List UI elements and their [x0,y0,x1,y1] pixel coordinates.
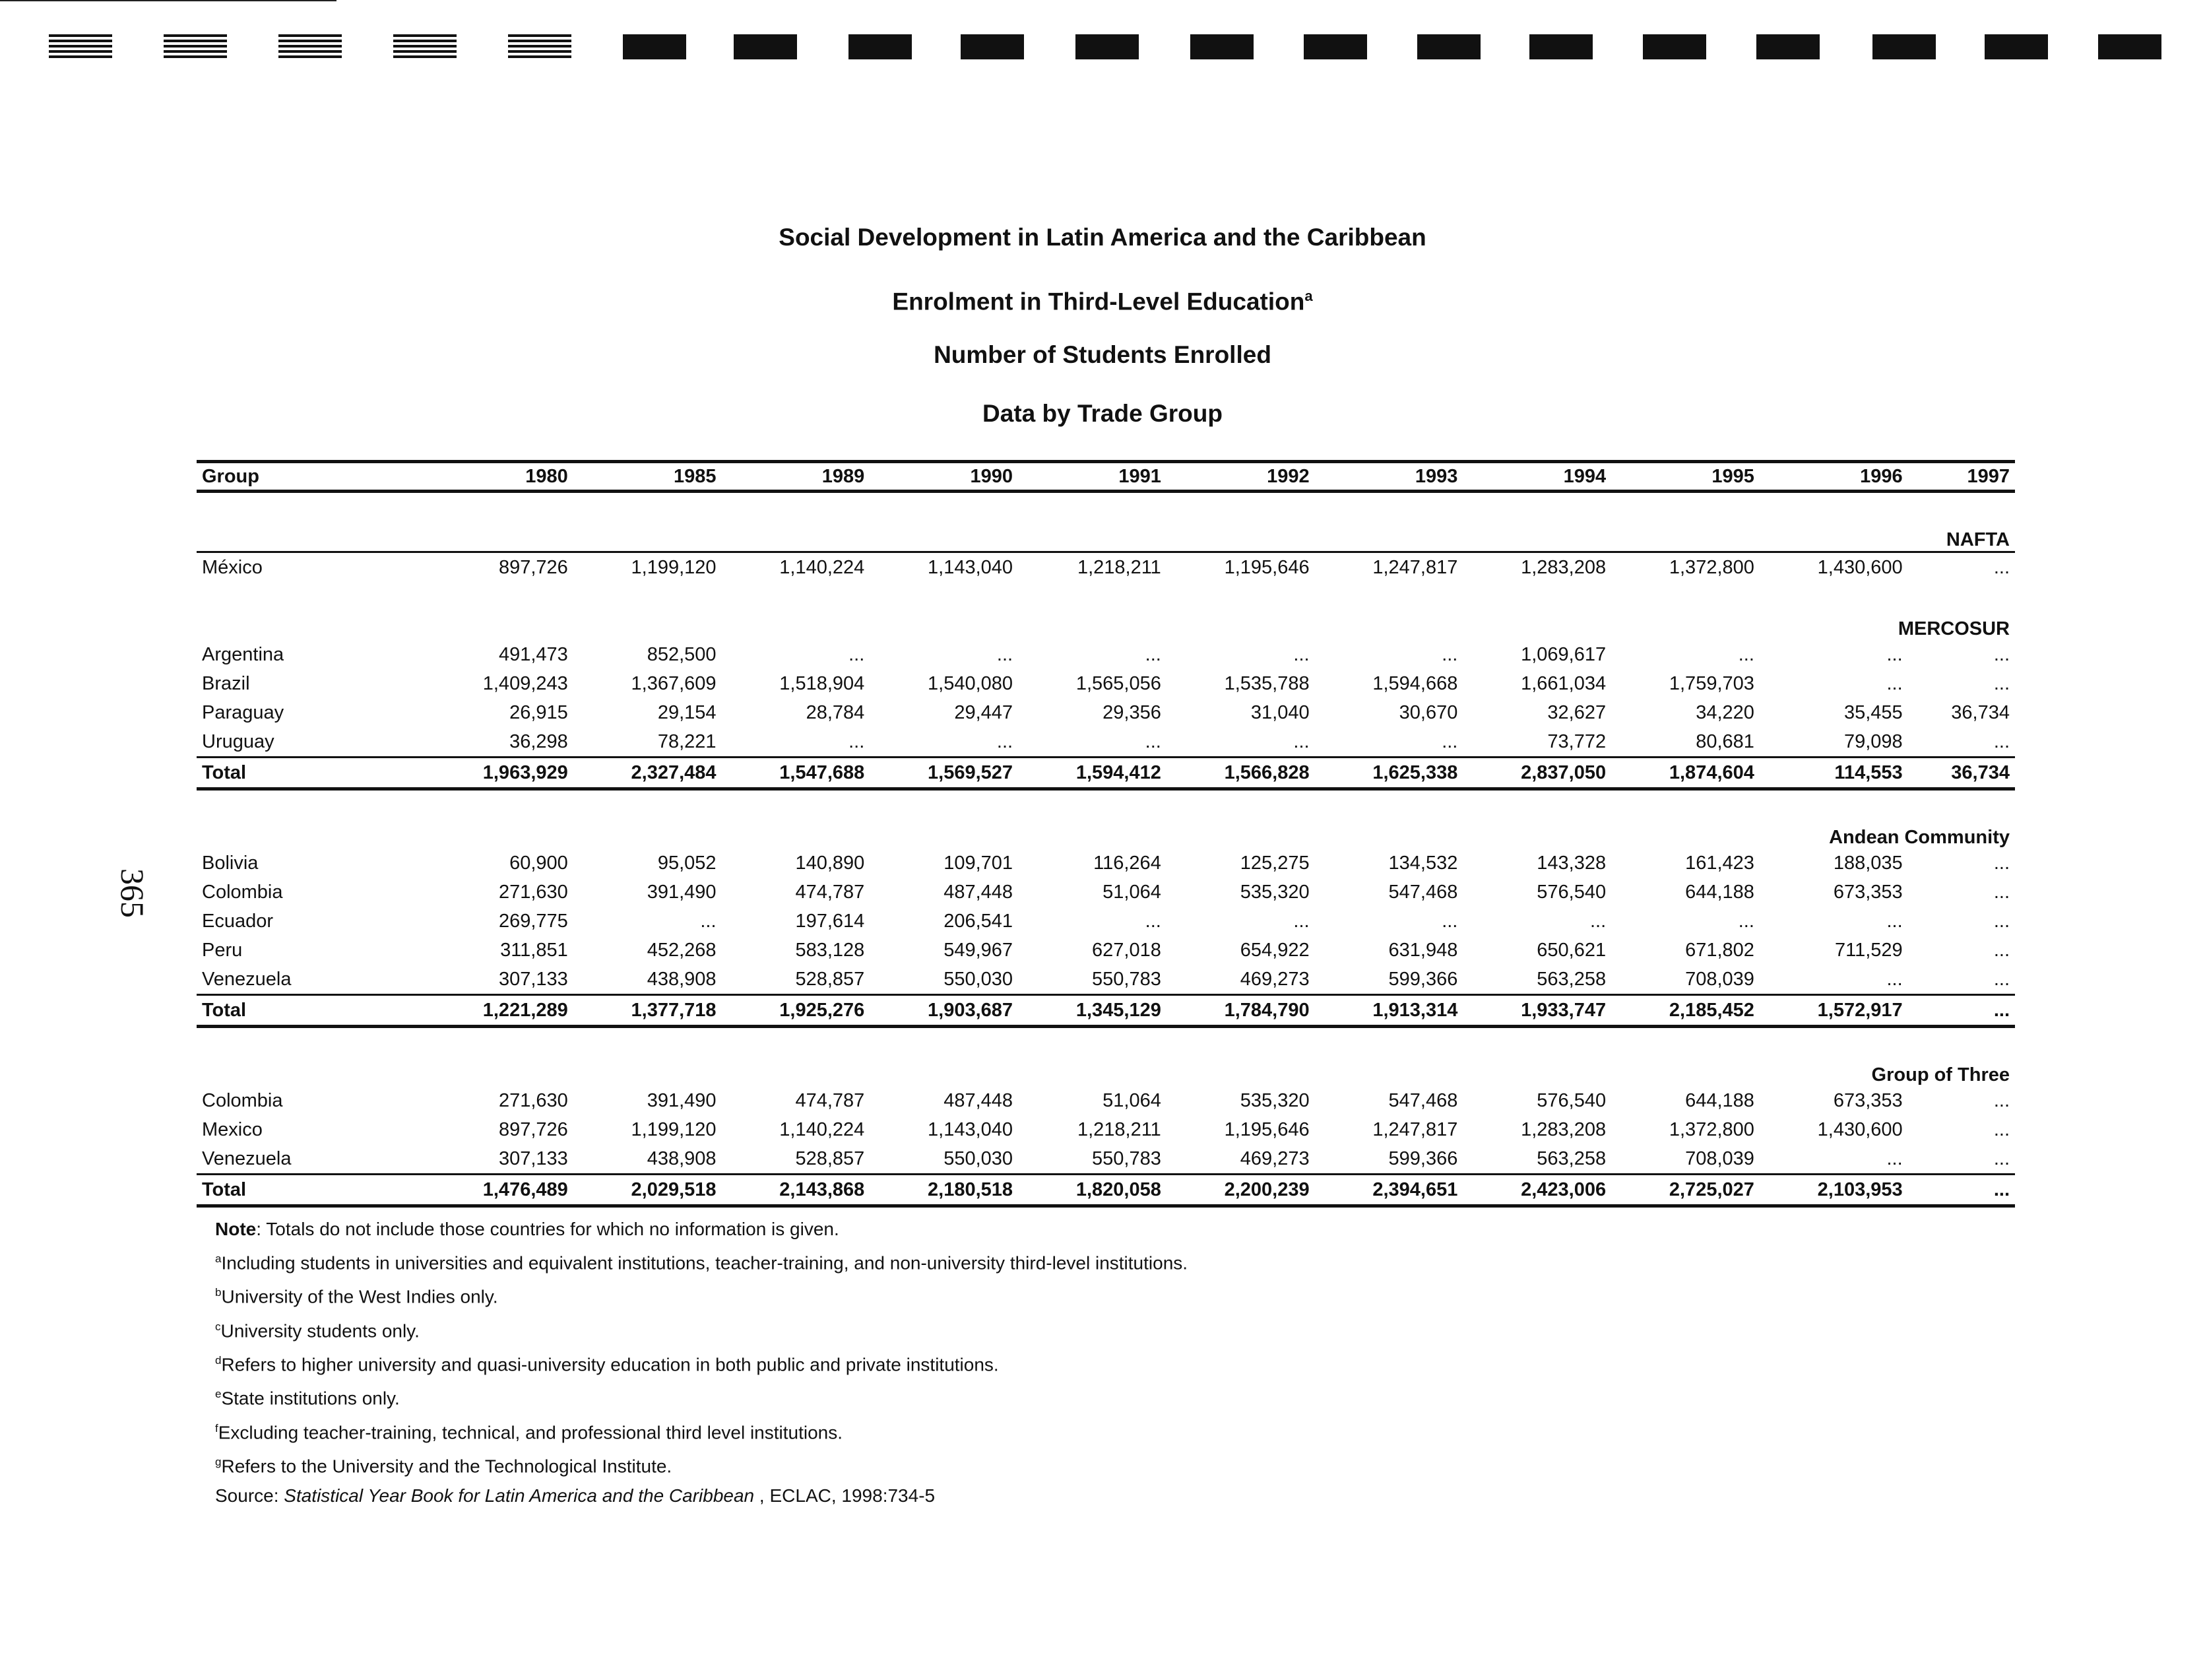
table-cell: 161,423 [1685,852,1754,874]
enrolment-table [197,460,2015,1208]
punch-mark [1872,34,1936,59]
group-heading-row [197,611,2015,640]
table-cell: 1,195,646 [1224,1118,1310,1140]
table-cell: 491,473 [498,643,568,665]
table-cell: 1,143,040 [928,1118,1013,1140]
table-cell: 1,963,929 [425,758,573,789]
footnote-text: University students only. [220,1320,420,1341]
subtitle-students: Number of Students Enrolled [934,341,1271,368]
table-cell: 535,320 [1240,1089,1310,1111]
footnote-marker: a [1304,288,1313,304]
table-row [197,669,2015,698]
footnote [215,1345,1188,1379]
table-row [197,1086,2015,1115]
table-cell: 438,908 [647,968,717,990]
punch-mark [49,34,112,59]
total-row [197,995,2015,1027]
table-cell: 307,133 [498,968,568,990]
table-cell: 438,908 [647,1147,717,1169]
table-cell: 711,529 [1834,939,1903,961]
table-cell: ... [996,730,1013,752]
table-cell: ... [996,643,1013,665]
table-cell: ... [1993,556,2010,578]
table-cell: 1,409,243 [482,672,568,694]
table-cell: 644,188 [1685,881,1754,903]
column-header-year: 1985 [573,462,722,492]
table-cell: ... [1993,852,2010,874]
footnote-list [215,1244,1188,1481]
table-cell: 1,140,224 [779,556,865,578]
table-cell: 708,039 [1685,1147,1754,1169]
punch-mark [1417,34,1481,59]
table-row [197,1144,2015,1175]
table-cell: 311,851 [500,939,568,961]
table-cell: 2,185,452 [1611,995,1760,1027]
table-cell: 487,448 [943,881,1013,903]
table-cell: ... [1589,910,1607,932]
table-cell: 51,064 [1102,881,1161,903]
table-cell: 1,143,040 [928,556,1013,578]
table-cell: 73,772 [1547,730,1607,752]
title-block [0,221,2205,456]
table-cell: ... [1293,643,1310,665]
total-row [197,758,2015,789]
table-cell: 143,328 [1537,852,1607,874]
table-cell: 60,900 [509,852,568,874]
row-label: Total [197,758,425,789]
table-cell: 1,933,747 [1463,995,1611,1027]
column-header-year: 1990 [870,462,1018,492]
table-cell: ... [848,730,865,752]
spacer-row [197,789,2015,820]
footnote-text: Including students in universities and equivalent institutions, teacher-training, and non-university third-level institutions. [221,1252,1188,1274]
footnote-text: Refers to higher university and quasi-university education in both public and private institutions. [221,1354,999,1375]
subtitle-trade-group: Data by Trade Group [982,400,1223,427]
table-cell: 1,476,489 [425,1175,573,1206]
row-label: Ecuador [202,910,274,932]
table-cell: 2,837,050 [1463,758,1611,789]
table-cell: 271,630 [498,1089,568,1111]
table-cell: 134,532 [1388,852,1458,874]
table-cell: 391,490 [647,1089,717,1111]
table-cell: ... [1145,730,1161,752]
punch-mark [623,34,686,59]
page-number: 365 [114,868,151,918]
table-cell: ... [1993,1089,2010,1111]
table-cell: 32,627 [1547,701,1607,723]
column-header-year: 1980 [425,462,573,492]
table-cell: 2,029,518 [573,1175,722,1206]
table-cell: 1,625,338 [1315,758,1463,789]
table-cell: 79,098 [1843,730,1903,752]
footnote-text: Excluding teacher-training, technical, and professional third level institutions. [218,1421,843,1442]
table-cell: 708,039 [1685,968,1754,990]
table-cell: 1,661,034 [1521,672,1607,694]
total-row [197,1175,2015,1206]
table-cell: 671,802 [1685,939,1754,961]
footnote [215,1413,1188,1447]
table-cell: 1,283,208 [1521,1118,1607,1140]
table-row [197,849,2015,878]
table-cell: 36,734 [1951,701,2010,723]
table-cell: 140,890 [795,852,865,874]
table-cell: 31,040 [1250,701,1310,723]
column-header-year: 1991 [1018,462,1166,492]
table-cell: 583,128 [795,939,865,961]
table-cell: 550,783 [1092,1147,1161,1169]
row-label: Mexico [202,1118,263,1140]
table-cell: 1,247,817 [1372,1118,1458,1140]
table-row [197,640,2015,669]
punch-mark [1985,34,2048,59]
table-cell: 1,195,646 [1224,556,1310,578]
table-cell: 1,199,120 [631,1118,717,1140]
table-cell: 1,547,688 [722,758,870,789]
table-header-row [197,462,2015,492]
table-cell: 1,566,828 [1166,758,1315,789]
table-cell: 1,372,800 [1669,556,1754,578]
table-cell: 197,614 [795,910,865,932]
table-cell: ... [1993,968,2010,990]
column-header-year: 1996 [1760,462,1908,492]
table-cell: 1,535,788 [1224,672,1310,694]
table-cell: 528,857 [795,968,865,990]
punch-mark [393,34,457,59]
table-row [197,727,2015,758]
table-cell: 852,500 [647,643,717,665]
table-cell: ... [1993,1147,2010,1169]
column-header-group: Group [197,462,425,492]
table-cell: 563,258 [1537,1147,1607,1169]
table-cell: 271,630 [498,881,568,903]
row-label: Colombia [202,881,283,903]
table-cell: ... [1993,910,2010,932]
punch-mark [961,34,1024,59]
footnote-marker: f [215,1421,218,1435]
table-cell: 469,273 [1240,968,1310,990]
punch-mark [2098,34,2161,59]
table-cell: ... [1886,1147,1903,1169]
column-header-year: 1997 [1908,462,2015,492]
table-cell: 1,069,617 [1521,643,1607,665]
table-cell: 2,143,868 [722,1175,870,1206]
table-cell: 36,298 [509,730,568,752]
table-cell: 1,540,080 [928,672,1013,694]
row-label: Colombia [202,1089,283,1111]
table-cell: 644,188 [1685,1089,1754,1111]
table-cell: ... [700,910,717,932]
table-cell: 897,726 [498,556,568,578]
punch-mark [1075,34,1139,59]
table-row [197,552,2015,583]
punch-mark [848,34,912,59]
table-cell: 30,670 [1399,701,1458,723]
punch-mark [1643,34,1706,59]
punch-mark [278,34,342,59]
punch-mark [1529,34,1593,59]
spacer-row [197,492,2015,523]
table-row [197,936,2015,965]
table-cell: 550,030 [943,968,1013,990]
row-label: Peru [202,939,243,961]
table-cell: 51,064 [1102,1089,1161,1111]
footnote-marker: d [215,1353,222,1367]
table-cell: 673,353 [1833,1089,1903,1111]
table-cell: 114,553 [1760,758,1908,789]
group-heading: NAFTA [197,522,2015,552]
table-cell: 576,540 [1537,1089,1607,1111]
table-cell: ... [1993,643,2010,665]
table-cell: 1,925,276 [722,995,870,1027]
table-cell: 1,430,600 [1817,1118,1903,1140]
table-cell: 1,247,817 [1372,556,1458,578]
row-label: Venezuela [202,968,292,990]
footnote [215,1379,1188,1413]
footnote-text: State institutions only. [221,1388,400,1409]
footnote [215,1277,1188,1311]
table-cell: 2,327,484 [573,758,722,789]
table-cell: 452,268 [647,939,717,961]
table-cell: 2,423,006 [1463,1175,1611,1206]
table-row [197,965,2015,995]
column-header-year: 1993 [1315,462,1463,492]
punch-mark [508,34,571,59]
table-cell: ... [1145,910,1161,932]
table-cell: 673,353 [1833,881,1903,903]
table-cell: 1,903,687 [870,995,1018,1027]
table-body [197,492,2015,1206]
table-cell: ... [1993,881,2010,903]
column-header-year: 1994 [1463,462,1611,492]
table-cell: 1,218,211 [1077,1118,1161,1140]
row-label: Bolivia [202,852,259,874]
table-cell: ... [1993,939,2010,961]
table-cell: ... [1908,995,2015,1027]
footnote [215,1312,1188,1345]
table-cell: 654,922 [1240,939,1310,961]
table-cell: 599,366 [1388,1147,1458,1169]
row-label: Brazil [202,672,250,694]
table-cell: 109,701 [943,852,1013,874]
main-title: Social Development in Latin America and the Caribbean [779,224,1426,251]
table-cell: 550,030 [943,1147,1013,1169]
table-cell: 474,787 [795,881,865,903]
table-cell: 576,540 [1537,881,1607,903]
table-cell: 206,541 [943,910,1013,932]
group-heading-row [197,820,2015,849]
table-cell: 116,264 [1093,852,1161,874]
table-cell: 547,468 [1388,881,1458,903]
table-cell: 29,154 [657,701,717,723]
table-cell: 1,913,314 [1315,995,1463,1027]
group-heading: Group of Three [1871,1064,2010,1085]
footnote-marker: e [215,1388,222,1401]
table-cell: ... [1442,730,1458,752]
table-cell: 1,218,211 [1077,556,1161,578]
table-cell: 549,967 [943,939,1013,961]
subtitle-enrolment: Enrolment in Third-Level Education$^a$ [892,288,1313,315]
table-cell: ... [1886,910,1903,932]
table-cell: 487,448 [943,1089,1013,1111]
table-cell: 1,572,917 [1760,995,1908,1027]
table-cell: 2,200,239 [1166,1175,1315,1206]
punch-mark [1304,34,1367,59]
table-cell: 1,199,120 [631,556,717,578]
row-label: Total [197,1175,425,1206]
table-cell: ... [1993,730,2010,752]
spacer-row [197,1027,2015,1058]
row-label: Venezuela [202,1147,292,1169]
table-cell: ... [1993,672,2010,694]
group-heading-row [197,1057,2015,1086]
group-heading-row [197,522,2015,552]
table-cell: ... [1293,730,1310,752]
punch-mark [1190,34,1254,59]
footnote-text: Refers to the University and the Technological Institute. [221,1456,672,1477]
notes-section [215,1214,1188,1510]
punch-mark [734,34,797,59]
table-cell: 563,258 [1537,968,1607,990]
table-cell: 1,345,129 [1018,995,1166,1027]
table-cell: 269,775 [498,910,568,932]
table-cell: 1,140,224 [779,1118,865,1140]
column-header-year: 1992 [1166,462,1315,492]
punch-mark [164,34,227,59]
spacer-row [197,582,2015,611]
table-cell: 1,430,600 [1817,556,1903,578]
table-row [197,907,2015,936]
table-cell: 1,784,790 [1166,995,1315,1027]
row-label: Argentina [202,643,284,665]
table-cell: 28,784 [806,701,865,723]
footnote [215,1447,1188,1481]
table-cell: 599,366 [1388,968,1458,990]
table-cell: 29,356 [1102,701,1161,723]
table-cell: 1,594,412 [1018,758,1166,789]
footnote-marker: b [215,1286,222,1299]
punch-mark [1756,34,1820,59]
table-cell: 307,133 [498,1147,568,1169]
footnote-marker: c [215,1320,221,1333]
table-cell: 1,569,527 [870,758,1018,789]
table-cell: 1,283,208 [1521,556,1607,578]
table-row [197,878,2015,907]
table-cell: 1,820,058 [1018,1175,1166,1206]
group-heading: MERCOSUR [1898,618,2010,639]
row-label: México [202,556,263,578]
table-cell: 78,221 [657,730,717,752]
table-cell: 627,018 [1092,939,1161,961]
footnote-text: University of the West Indies only. [221,1286,498,1307]
row-label: Paraguay [202,701,284,723]
table-cell: ... [1145,643,1161,665]
table-cell: 1,518,904 [779,672,865,694]
table-cell: 469,273 [1240,1147,1310,1169]
table-cell: 2,180,518 [870,1175,1018,1206]
note-line: Note: Totals do not include those countries for which no information is given. [215,1219,839,1239]
table-cell: 1,367,609 [631,672,717,694]
footnote [215,1244,1188,1277]
row-label: Total [197,995,425,1027]
table-cell: ... [1886,643,1903,665]
table-cell: 1,372,800 [1669,1118,1754,1140]
table-cell: ... [1293,910,1310,932]
footnote-marker: g [215,1455,222,1468]
table-cell: 36,734 [1908,758,2015,789]
footnote-marker: a [215,1252,222,1265]
table-cell: 535,320 [1240,881,1310,903]
table-cell: ... [848,643,865,665]
table-cell: 2,725,027 [1611,1175,1760,1206]
table-cell: ... [1738,643,1754,665]
table-cell: 125,275 [1240,852,1310,874]
row-label: Uruguay [202,730,274,752]
table-cell: ... [1886,968,1903,990]
table-row [197,1115,2015,1144]
table-cell: 528,857 [795,1147,865,1169]
table-cell: 1,874,604 [1611,758,1760,789]
table-cell: ... [1442,643,1458,665]
group-heading: Andean Community [1829,827,2010,848]
column-header-year: 1989 [722,462,870,492]
table-cell: 1,221,289 [425,995,573,1027]
table-cell: ... [1738,910,1754,932]
source-line: Source: Statistical Year Book for Latin America and the Caribbean , ECLAC, 1998:734-5 [215,1485,936,1506]
table-cell: 2,394,651 [1315,1175,1463,1206]
table-cell: 631,948 [1388,939,1458,961]
table-cell: 1,594,668 [1372,672,1458,694]
punch-hole-strip [0,0,2205,73]
table-cell: 35,455 [1843,701,1903,723]
table-row [197,698,2015,727]
table-cell: 95,052 [657,852,717,874]
table-cell: ... [1908,1175,2015,1206]
table-cell: 547,468 [1388,1089,1458,1111]
table-cell: 1,377,718 [573,995,722,1027]
table-cell: 34,220 [1696,701,1754,723]
table-cell: 1,759,703 [1669,672,1754,694]
table-cell: 188,035 [1833,852,1903,874]
table-cell: ... [1886,672,1903,694]
table-cell: 650,621 [1537,939,1607,961]
table-cell: 391,490 [647,881,717,903]
table-cell: 29,447 [954,701,1013,723]
table-cell: ... [1442,910,1458,932]
column-header-year: 1995 [1611,462,1760,492]
table-cell: 26,915 [509,701,568,723]
table-cell: 1,565,056 [1075,672,1161,694]
table-cell: ... [1993,1118,2010,1140]
table-cell: 80,681 [1696,730,1754,752]
table-cell: 474,787 [795,1089,865,1111]
table-cell: 550,783 [1092,968,1161,990]
table-cell: 897,726 [498,1118,568,1140]
table-cell: 2,103,953 [1760,1175,1908,1206]
